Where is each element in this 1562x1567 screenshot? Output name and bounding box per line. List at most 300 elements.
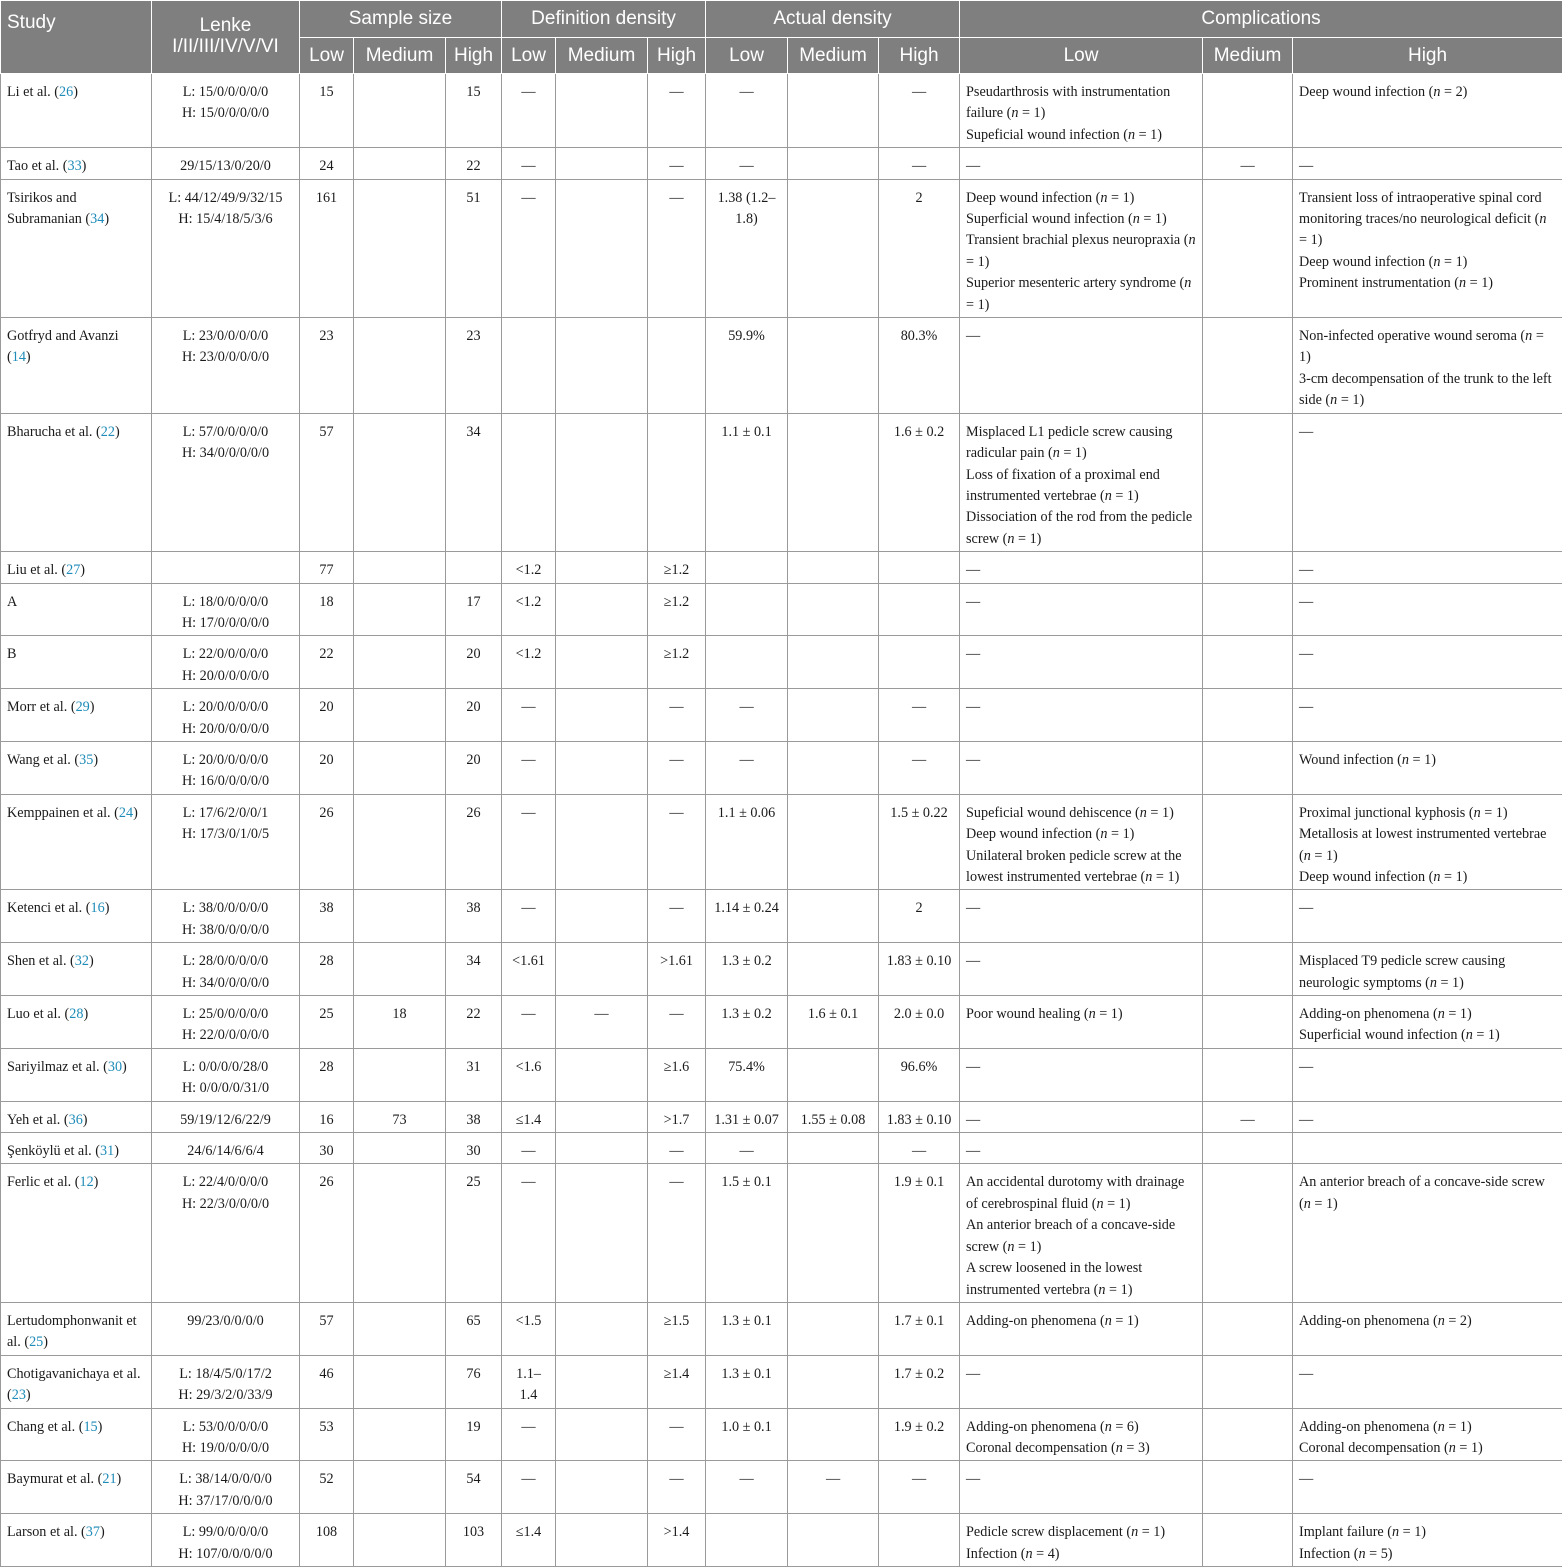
lenke-line: H: 20/0/0/0/0/0 [158,666,293,687]
definition-medium-cell [556,689,648,742]
lenke-line: H: 22/0/0/0/0/0 [158,1025,293,1046]
actual-low-cell [706,636,788,689]
study-name: Yeh et al. ( [7,1112,69,1128]
lenke-cell [152,890,300,943]
sample-high-cell: 65 [446,1302,502,1355]
reference-link: 34 [90,211,104,227]
definition-medium-cell [556,890,648,943]
study-name: Tao et al. ( [7,158,67,174]
header-definition-low: Low [502,38,556,74]
definition-high-cell: — [648,996,706,1049]
definition-medium-cell [556,1514,648,1567]
lenke-line: H: 37/17/0/0/0/0 [158,1491,293,1512]
sample-medium-cell [354,179,446,317]
definition-high-cell: — [648,148,706,179]
lenke-line: H: 22/3/0/0/0/0 [158,1194,293,1215]
complication-line: Pedicle screw displacement (n = 1) [966,1522,1196,1543]
table-row [1,1514,1562,1567]
study-name-suffix: ) [115,424,120,440]
complications-medium-cell [1203,1514,1293,1567]
study-name-suffix: ) [73,84,78,100]
lenke-cell [152,1101,300,1132]
definition-high-cell: ≥1.4 [648,1355,706,1408]
definition-high-cell: — [648,890,706,943]
lenke-line: L: 38/14/0/0/0/0 [158,1469,293,1490]
study-name-suffix: ) [89,953,94,969]
definition-medium-cell [556,1101,648,1132]
complication-line: Superficial wound infection (n = 1) [1299,1025,1556,1046]
lenke-cell [152,552,300,583]
actual-low-cell: 1.3 ± 0.2 [706,943,788,996]
header-complications-medium: Medium [1203,38,1293,74]
reference-link: 31 [100,1143,114,1159]
actual-high-cell: 1.6 ± 0.2 [879,413,960,551]
study-name-suffix: ) [80,562,85,578]
actual-low-cell: — [706,689,788,742]
complication-line: — [966,1141,1196,1162]
lenke-cell [152,318,300,414]
definition-low-cell: — [502,1164,556,1302]
definition-low-cell: — [502,74,556,148]
complications-high-cell [1293,413,1562,551]
reference-link: 30 [108,1059,122,1075]
complication-line: Adding-on phenomena (n = 1) [966,1311,1196,1332]
complications-low-cell [960,583,1203,636]
complications-low-cell [960,1101,1203,1132]
definition-medium-cell [556,741,648,794]
actual-high-cell: — [879,74,960,148]
lenke-cell [152,1302,300,1355]
sample-high-cell: 34 [446,413,502,551]
sample-low-cell: 52 [300,1461,354,1514]
sample-low-cell: 28 [300,1048,354,1101]
complications-high-cell [1293,148,1562,179]
complication-line: — [966,750,1196,771]
complication-line: Misplaced T9 pedicle screw causing neurologic symptoms (n = 1) [1299,951,1556,994]
complications-high-cell [1293,583,1562,636]
complications-low-cell [960,1133,1203,1164]
definition-medium-cell [556,1355,648,1408]
actual-low-cell: — [706,1133,788,1164]
study-name: Larson et al. ( [7,1524,86,1540]
sample-high-cell: 31 [446,1048,502,1101]
complication-line: — [1299,1057,1556,1078]
study-name: Baymurat et al. ( [7,1471,102,1487]
header-sample-size: Sample size [300,1,502,38]
sample-high-cell: 23 [446,318,502,414]
header-definition-medium: Medium [556,38,648,74]
actual-medium-cell [788,1514,879,1567]
actual-medium-cell [788,413,879,551]
complication-line: Superior mesenteric artery syndrome (n = 1) [966,273,1196,316]
actual-low-cell: 1.14 ± 0.24 [706,890,788,943]
study-cell [1,1302,152,1355]
definition-low-cell: — [502,1408,556,1461]
lenke-line: H: 15/4/18/5/3/6 [158,209,293,230]
complications-low-cell [960,1048,1203,1101]
complication-line: — [1299,592,1556,613]
complication-line: — [966,1057,1196,1078]
definition-medium-cell [556,1302,648,1355]
sample-medium-cell [354,1355,446,1408]
complications-low-cell [960,1355,1203,1408]
sample-high-cell [446,552,502,583]
definition-high-cell [648,413,706,551]
definition-low-cell [502,413,556,551]
actual-medium-cell [788,1048,879,1101]
lenke-line: L: 28/0/0/0/0/0 [158,951,293,972]
lenke-cell [152,794,300,890]
study-name: Şenköylü et al. ( [7,1143,100,1159]
sample-medium-cell [354,1302,446,1355]
lenke-cell [152,741,300,794]
complication-line: — [1299,644,1556,665]
actual-low-cell: 1.3 ± 0.2 [706,996,788,1049]
study-name-suffix: ) [133,805,138,821]
sample-high-cell: 76 [446,1355,502,1408]
complication-line: Loss of fixation of a proximal end instrumented vertebrae (n = 1) [966,465,1196,508]
complication-line: Coronal decompensation (n = 3) [966,1438,1196,1459]
complications-high-cell [1293,890,1562,943]
complication-line: Deep wound infection (n = 1) [1299,867,1556,888]
definition-high-cell: — [648,1133,706,1164]
study-name: Kemppainen et al. ( [7,805,119,821]
definition-medium-cell [556,943,648,996]
complications-medium-cell [1203,179,1293,317]
header-sample-high: High [446,38,502,74]
sample-high-cell: 17 [446,583,502,636]
complications-high-cell [1293,179,1562,317]
definition-medium-cell [556,583,648,636]
sample-high-cell: 22 [446,148,502,179]
actual-low-cell [706,583,788,636]
complications-medium-cell [1203,1302,1293,1355]
actual-medium-cell [788,741,879,794]
actual-medium-cell [788,636,879,689]
complication-line: Dissociation of the rod from the pedicle screw (n = 1) [966,507,1196,550]
lenke-cell [152,1408,300,1461]
definition-high-cell: ≥1.5 [648,1302,706,1355]
study-cell [1,636,152,689]
complications-high-cell [1293,74,1562,148]
reference-link: 33 [67,158,81,174]
study-cell [1,1461,152,1514]
actual-high-cell: 96.6% [879,1048,960,1101]
table-row [1,1408,1562,1461]
actual-high-cell: 1.9 ± 0.2 [879,1408,960,1461]
lenke-line: H: 0/0/0/0/31/0 [158,1078,293,1099]
table-row [1,318,1562,414]
complication-line: Transient brachial plexus neuropraxia (n = 1) [966,230,1196,273]
table-row [1,552,1562,583]
complication-line: An accidental durotomy with drainage of cerebrospinal fluid (n = 1) [966,1172,1196,1215]
definition-low-cell: <1.2 [502,636,556,689]
complications-low-cell [960,794,1203,890]
lenke-cell [152,689,300,742]
study-name-suffix: ) [82,158,87,174]
study-name-suffix: ) [100,1524,105,1540]
study-name: Shen et al. ( [7,953,75,969]
actual-medium-cell [788,552,879,583]
actual-medium-cell [788,890,879,943]
lenke-line: L: 22/4/0/0/0/0 [158,1172,293,1193]
sample-medium-cell [354,689,446,742]
reference-link: 16 [91,900,105,916]
lenke-line: 99/23/0/0/0/0 [158,1311,293,1332]
study-name-suffix: ) [117,1471,122,1487]
complications-high-cell [1293,996,1562,1049]
complications-medium-cell [1203,890,1293,943]
complication-line: Metallosis at lowest instrumented vertebrae (n = 1) [1299,824,1556,867]
complications-high-cell [1293,636,1562,689]
complications-high-cell [1293,1514,1562,1567]
lenke-cell [152,636,300,689]
complications-medium-cell [1203,1164,1293,1302]
complication-line: — [1299,1469,1556,1490]
lenke-line: L: 18/0/0/0/0/0 [158,592,293,613]
study-cell [1,741,152,794]
sample-medium-cell [354,1514,446,1567]
complication-line: Deep wound infection (n = 2) [1299,82,1556,103]
table-row [1,741,1562,794]
complications-medium-cell [1203,1408,1293,1461]
reference-link: 14 [12,349,26,365]
sample-medium-cell [354,943,446,996]
complication-line: Infection (n = 4) [966,1544,1196,1565]
header-actual-low: Low [706,38,788,74]
actual-medium-cell [788,943,879,996]
sample-low-cell: 25 [300,996,354,1049]
sample-low-cell: 53 [300,1408,354,1461]
header-sample-medium: Medium [354,38,446,74]
study-cell [1,1048,152,1101]
complication-line: An anterior breach of a concave-side screw (n = 1) [1299,1172,1556,1215]
study-cell [1,74,152,148]
complication-line: A screw loosened in the lowest instrumented vertebra (n = 1) [966,1258,1196,1301]
sample-medium-cell [354,741,446,794]
definition-low-cell: ≤1.4 [502,1101,556,1132]
complication-line: Deep wound infection (n = 1) [1299,252,1556,273]
header-definition-density: Definition density [502,1,706,38]
study-cell [1,689,152,742]
sample-medium-cell [354,1461,446,1514]
lenke-cell [152,179,300,317]
actual-low-cell: — [706,1461,788,1514]
definition-high-cell: >1.7 [648,1101,706,1132]
definition-high-cell: — [648,74,706,148]
sample-high-cell: 30 [446,1133,502,1164]
definition-medium-cell [556,552,648,583]
definition-medium-cell [556,74,648,148]
sample-low-cell: 161 [300,179,354,317]
complication-line: — [966,326,1196,347]
reference-link: 28 [69,1006,83,1022]
actual-high-cell: 1.9 ± 0.1 [879,1164,960,1302]
complications-high-cell [1293,689,1562,742]
table-row [1,583,1562,636]
lenke-cell [152,74,300,148]
lenke-line: L: 44/12/49/9/32/15 [158,188,293,209]
sample-high-cell: 22 [446,996,502,1049]
study-name-suffix: ) [98,1419,103,1435]
sample-high-cell: 15 [446,74,502,148]
complication-line: 3-cm decompensation of the trunk to the left side (n = 1) [1299,369,1556,412]
actual-medium-cell [788,1164,879,1302]
study-name-suffix: ) [43,1334,48,1350]
sample-medium-cell: 73 [354,1101,446,1132]
definition-medium-cell [556,1164,648,1302]
sample-high-cell: 20 [446,689,502,742]
actual-medium-cell [788,179,879,317]
sample-low-cell: 15 [300,74,354,148]
actual-medium-cell [788,1408,879,1461]
complication-line: — [1209,156,1286,177]
definition-low-cell: — [502,890,556,943]
sample-medium-cell [354,1408,446,1461]
definition-high-cell: >1.61 [648,943,706,996]
actual-medium-cell: 1.55 ± 0.08 [788,1101,879,1132]
complication-line: Superficial wound infection (n = 1) [966,209,1196,230]
complication-line: — [966,560,1196,581]
complications-low-cell [960,413,1203,551]
complication-line: — [966,1110,1196,1131]
table-row [1,1133,1562,1164]
study-name-suffix: ) [104,211,109,227]
reference-link: 21 [102,1471,116,1487]
definition-high-cell: — [648,1461,706,1514]
actual-high-cell: 2 [879,890,960,943]
lenke-line: H: 23/0/0/0/0/0 [158,347,293,368]
actual-low-cell: 1.38 (1.2–1.8) [706,179,788,317]
sample-high-cell: 38 [446,890,502,943]
actual-high-cell: — [879,741,960,794]
definition-low-cell: <1.5 [502,1302,556,1355]
sample-low-cell: 57 [300,1302,354,1355]
complication-line: Adding-on phenomena (n = 6) [966,1417,1196,1438]
complications-medium-cell [1203,1133,1293,1164]
study-cell [1,1101,152,1132]
table-row [1,689,1562,742]
table-row [1,74,1562,148]
sample-low-cell: 24 [300,148,354,179]
lenke-cell [152,1164,300,1302]
actual-medium-cell [788,583,879,636]
complications-medium-cell [1203,1355,1293,1408]
complications-high-cell [1293,552,1562,583]
complications-low-cell [960,890,1203,943]
table-row [1,1302,1562,1355]
complication-line: Adding-on phenomena (n = 1) [1299,1004,1556,1025]
complication-line: Poor wound healing (n = 1) [966,1004,1196,1025]
complication-line: — [966,1469,1196,1490]
sample-low-cell: 26 [300,794,354,890]
study-cell [1,794,152,890]
study-name-suffix: ) [105,900,110,916]
lenke-line: 29/15/13/0/20/0 [158,156,293,177]
definition-low-cell: <1.2 [502,552,556,583]
complications-high-cell [1293,1133,1562,1164]
complications-medium-cell [1203,1101,1293,1132]
lenke-cell [152,583,300,636]
complication-line: Proximal junctional kyphosis (n = 1) [1299,803,1556,824]
table-row [1,996,1562,1049]
lenke-line: H: 20/0/0/0/0/0 [158,719,293,740]
reference-link: 36 [69,1112,83,1128]
study-cell [1,148,152,179]
actual-high-cell: — [879,148,960,179]
actual-medium-cell: — [788,1461,879,1514]
actual-high-cell: 80.3% [879,318,960,414]
actual-low-cell [706,552,788,583]
actual-medium-cell [788,318,879,414]
definition-medium-cell [556,1133,648,1164]
header-definition-high: High [648,38,706,74]
actual-low-cell: 1.1 ± 0.06 [706,794,788,890]
study-name: Ketenci et al. ( [7,900,91,916]
lenke-line: L: 38/0/0/0/0/0 [158,898,293,919]
lenke-cell [152,1461,300,1514]
complication-line: — [966,697,1196,718]
sample-low-cell: 30 [300,1133,354,1164]
header-lenke: Lenke I/II/III/IV/V/VI [152,1,300,74]
definition-high-cell: >1.4 [648,1514,706,1567]
complications-medium-cell [1203,552,1293,583]
definition-medium-cell [556,1048,648,1101]
complications-high-cell [1293,1048,1562,1101]
complications-high-cell [1293,794,1562,890]
definition-medium-cell [556,794,648,890]
lenke-line: 59/19/12/6/22/9 [158,1110,293,1131]
complications-low-cell [960,148,1203,179]
definition-medium-cell [556,148,648,179]
lenke-line: L: 22/0/0/0/0/0 [158,644,293,665]
complication-line: Infection (n = 5) [1299,1544,1556,1565]
complication-line: — [966,644,1196,665]
study-cell [1,583,152,636]
complication-line: An anterior breach of a concave-side screw (n = 1) [966,1215,1196,1258]
definition-low-cell: — [502,996,556,1049]
study-name: Bharucha et al. ( [7,424,101,440]
study-name: A [7,594,17,610]
actual-high-cell: 1.7 ± 0.2 [879,1355,960,1408]
complications-medium-cell [1203,636,1293,689]
sample-medium-cell [354,1048,446,1101]
sample-low-cell: 108 [300,1514,354,1567]
lenke-line: L: 15/0/0/0/0/0 [158,82,293,103]
study-cell [1,413,152,551]
sample-medium-cell [354,794,446,890]
definition-low-cell: — [502,148,556,179]
table-row [1,1164,1562,1302]
actual-low-cell: 1.3 ± 0.1 [706,1302,788,1355]
study-cell [1,318,152,414]
actual-medium-cell [788,74,879,148]
complications-medium-cell [1203,1461,1293,1514]
complication-line: — [966,156,1196,177]
actual-high-cell: 1.83 ± 0.10 [879,1101,960,1132]
definition-high-cell: — [648,179,706,317]
header-complications-high: High [1293,38,1562,74]
actual-high-cell: — [879,689,960,742]
complications-low-cell [960,636,1203,689]
sample-medium-cell [354,1164,446,1302]
study-name-suffix: ) [90,699,95,715]
study-name-suffix: ) [122,1059,127,1075]
lenke-line: L: 99/0/0/0/0/0 [158,1522,293,1543]
lenke-line: H: 34/0/0/0/0/0 [158,443,293,464]
complications-medium-cell [1203,148,1293,179]
definition-medium-cell [556,179,648,317]
